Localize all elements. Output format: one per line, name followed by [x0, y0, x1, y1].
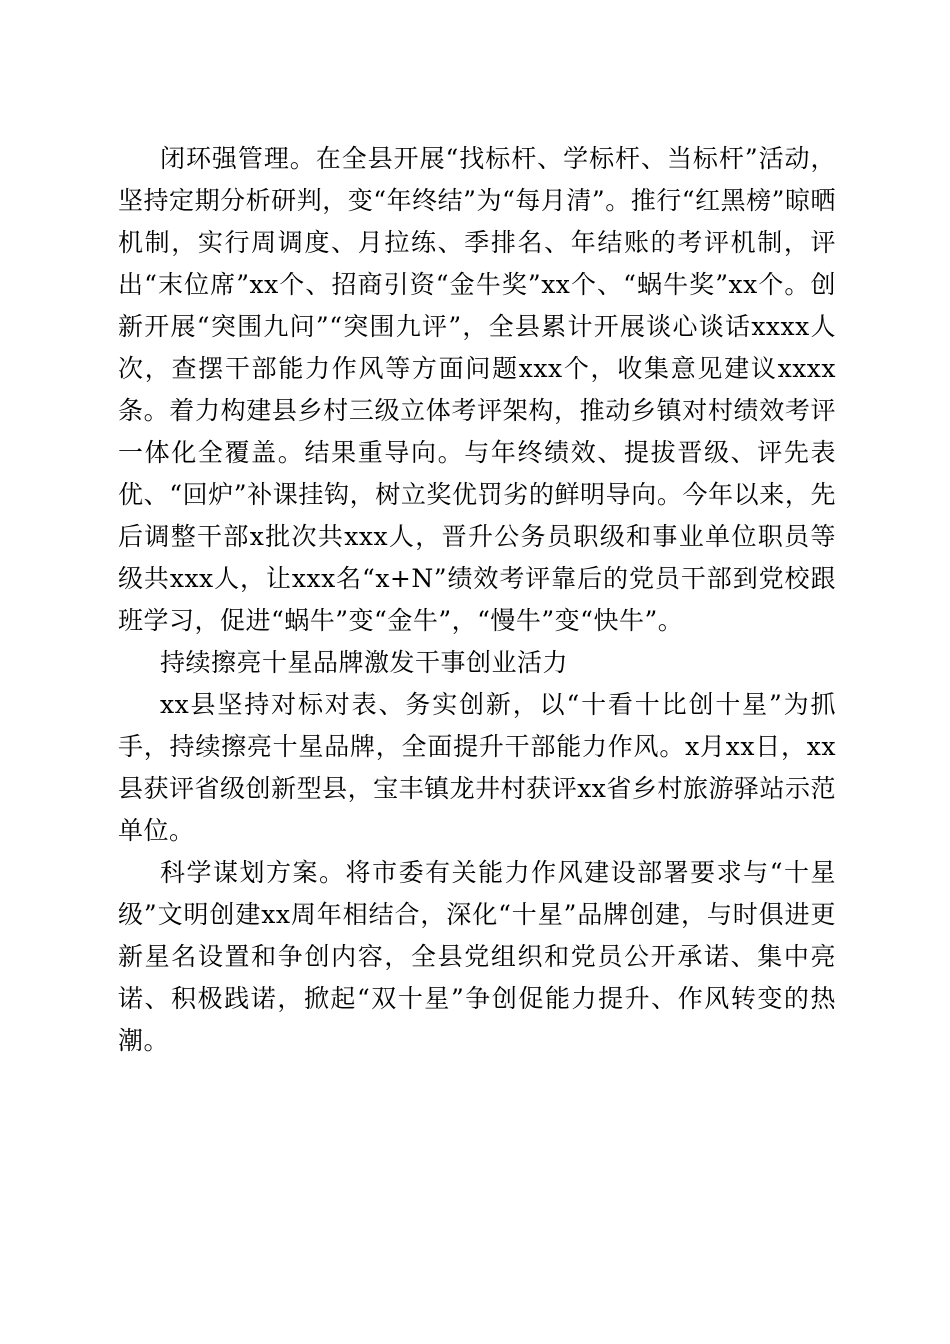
- paragraph-closed-loop-management: 闭环强管理。在全县开展“找标杆、学标杆、当标杆”活动，坚持定期分析研判，变“年终结”为“每月清”。推行“红黑榜”晾晒机制，实行周调度、月拉练、季排名、年结账的考评机制，评出“末位席”xx个、招商引资“金牛奖”xx个、“蜗牛奖”xx个。创新开展“突围九问”“突围九评”，全县累计开展谈心谈话xxxx人次，查摆干部能力作风等方面问题xxx个，收集意见建议xxxx条。着力构建县乡村三级立体考评架构，推动乡镇对村绩效考评一体化全覆盖。结果重导向。与年终绩效、提拔晋级、评先表优、“回炉”补课挂钩，树立奖优罚劣的鲜明导向。今年以来，先后调整干部x批次共xxx人，晋升公务员职级和事业单位职员等级共xxx人，让xxx名“x+N”绩效考评靠后的党员干部到党校跟班学习，促进“蜗牛”变“金牛”，“慢牛”变“快牛”。: [118, 144, 836, 635]
- document-page: [118, 138, 836, 1062]
- paragraph-scientific-planning: 科学谋划方案。将市委有关能力作风建设部署要求与“十星级”文明创建xx周年相结合，深化“十星”品牌创建，与时俱进更新星名设置和争创内容，全县党组织和党员公开承诺、集中亮诺、积极践诺，掀起“双十星”争创促能力提升、作风转变的热潮。: [118, 858, 836, 1055]
- paragraph-ten-star-brand: xx县坚持对标对表、务实创新，以“十看十比创十星”为抓手，持续擦亮十星品牌，全面提升干部能力作风。x月xx日，xx县获评省级创新型县，宝丰镇龙井村获评xx省乡村旅游驿站示范单位。: [118, 690, 836, 845]
- section-heading: 持续擦亮十星品牌激发干事创业活力: [160, 648, 569, 677]
